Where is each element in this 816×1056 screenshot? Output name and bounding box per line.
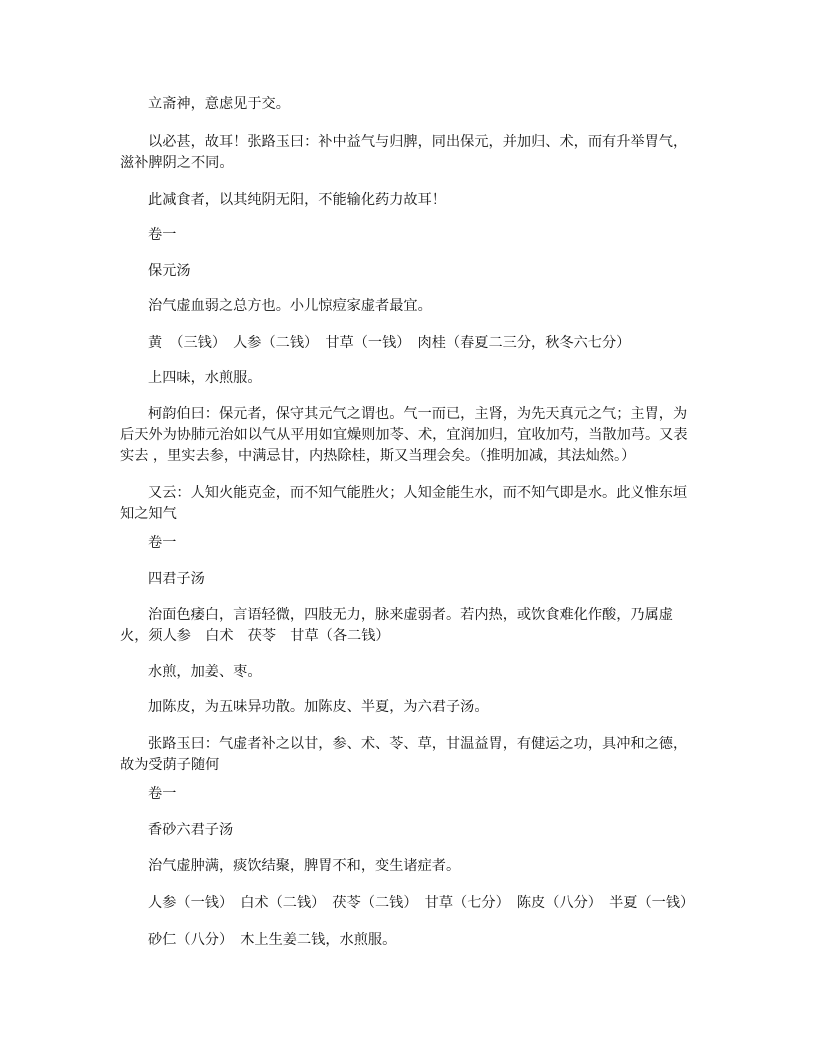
paragraph-2: 以必甚，故耳！张路玉曰：补中益气与归脾，同出保元，并加归、术，而有升举胃气，滋补脾阴之不同。 bbox=[120, 134, 688, 171]
paragraph-1: 立斋神，意虑见于交。 bbox=[148, 96, 290, 112]
paragraph-indication-2: 治面色痿白，言语轻微，四肢无力，脉来虚弱者。若内热，或饮食难化作酸，乃属虚火，须人参 白术 茯苓 甘草（各二钱） bbox=[120, 607, 673, 644]
paragraph-ingredients-3: 人参（一钱） 白术（二钱） 茯苓（二钱） 甘草（七分） 陈皮（八分） 半夏（一钱） bbox=[148, 895, 695, 911]
paragraph-commentary-2: 又云：人知火能克金，而不知气能胜火；人知金能生水，而不知气即是水。此义惟东垣知之知气 bbox=[120, 485, 688, 522]
volume-heading-2: 卷一 bbox=[148, 535, 177, 551]
paragraph-indication-1: 治气虚血弱之总方也。小儿惊痘家虚者最宜。 bbox=[148, 298, 432, 314]
paragraph-commentary-1: 柯韵伯曰：保元者，保守其元气之谓也。气一而已，主肾，为先天真元之气；主胃，为后天外为协肺元治如以气从平用如宜燥则加苓、术，宜润加归，宜收加芍，当散加芎。又表实去 ，里实去参，中满忌甘，内热除桂，斯又当理会矣。（推明加减，其法灿然。） bbox=[120, 406, 688, 464]
recipe-title-baoyuan: 保元汤 bbox=[148, 263, 191, 279]
paragraph-3: 此减食者，以其纯阴无阳，不能输化药力故耳！ bbox=[148, 192, 446, 208]
paragraph-ingredients-1: 黄 （三钱） 人参（二钱） 甘草（一钱） 肉桂（春夏二三分，秋冬六七分） bbox=[148, 335, 631, 351]
paragraph-indication-3: 治气虚肿满，痰饮结聚，脾胃不和，变生诸症者。 bbox=[148, 858, 461, 874]
paragraph-preparation-1: 上四味，水煎服。 bbox=[148, 370, 262, 386]
recipe-title-xiangsha: 香砂六君子汤 bbox=[148, 822, 234, 838]
volume-heading-1: 卷一 bbox=[148, 227, 177, 243]
paragraph-commentary-3: 张路玉曰：气虚者补之以甘，参、术、苓、草，甘温益胃，有健运之功，具冲和之德，故为受荫子随何 bbox=[120, 736, 688, 773]
recipe-title-sijunzi: 四君子汤 bbox=[148, 571, 205, 587]
paragraph-preparation-3: 砂仁（八分） 木上生姜二钱，水煎服。 bbox=[148, 932, 397, 948]
paragraph-variants: 加陈皮，为五味异功散。加陈皮、半夏，为六君子汤。 bbox=[148, 699, 489, 715]
paragraph-preparation-2: 水煎，加姜、枣。 bbox=[148, 664, 262, 680]
volume-heading-3: 卷一 bbox=[148, 786, 177, 802]
